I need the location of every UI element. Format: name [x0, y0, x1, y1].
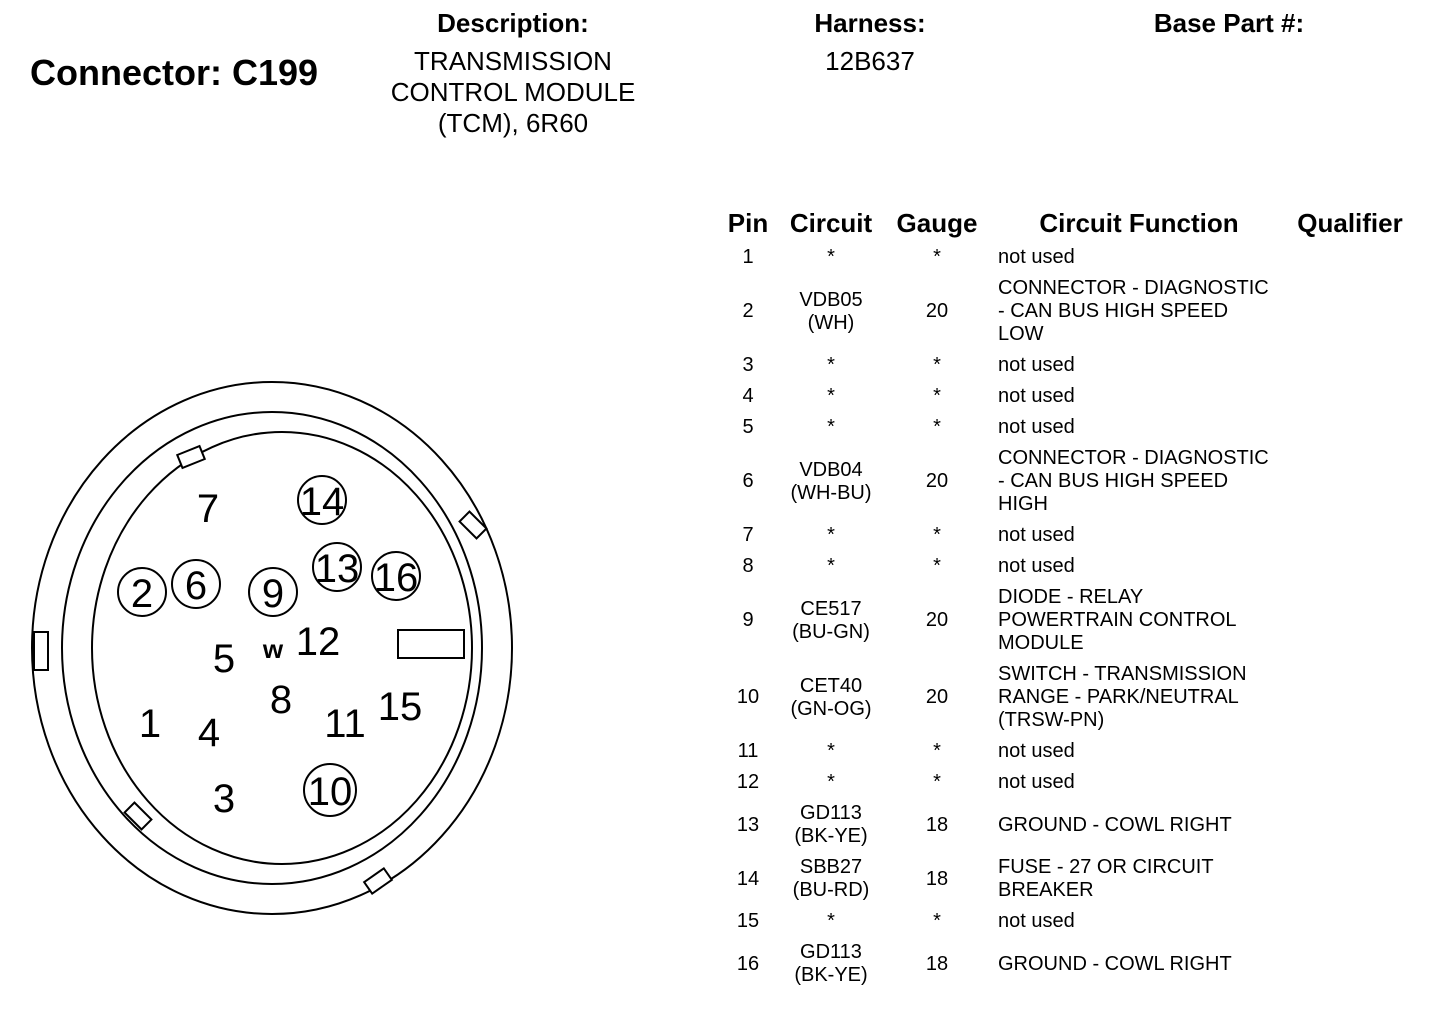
function-cell [988, 551, 1290, 582]
pin-cell: 11 [737, 740, 759, 762]
qualifier-cell [1290, 798, 1410, 852]
function-line: not used [998, 416, 1075, 438]
table-row [720, 242, 1410, 273]
pin-number: 4 [197, 711, 221, 755]
description-line: CONTROL MODULE [390, 77, 636, 107]
description-label: Description: [437, 8, 589, 38]
qualifier-cell [1290, 520, 1410, 551]
gauge-cell: * [933, 740, 941, 762]
function-line: HIGH [998, 493, 1048, 515]
table-row [720, 551, 1410, 582]
circuit-cell [776, 443, 886, 520]
table-row [720, 798, 1410, 852]
function-line: GROUND - COWL RIGHT [998, 813, 1232, 836]
pin-number: 7 [196, 487, 220, 531]
circuit-line: CE517 [800, 597, 862, 620]
circuit-cell [776, 736, 886, 767]
function-cell [988, 350, 1290, 381]
table-row [720, 659, 1410, 736]
locking-tab [398, 630, 464, 658]
function-cell [988, 381, 1290, 412]
pin-cell: 14 [736, 867, 760, 890]
function-cell [988, 582, 1290, 659]
function-line: MODULE [998, 632, 1084, 654]
gauge-cell: 20 [925, 470, 949, 492]
circuit-cell [776, 582, 886, 659]
gauge-cell: * [933, 555, 941, 577]
table-row [720, 520, 1410, 551]
pin-number: 12 [295, 620, 341, 664]
gauge-cell: * [933, 416, 941, 438]
function-cell [988, 937, 1290, 991]
qualifier-cell [1290, 273, 1410, 350]
circuit-line: VDB04 [799, 458, 863, 481]
function-line: RANGE - PARK/NEUTRAL [998, 686, 1239, 708]
circuit-line: CET40 [799, 674, 863, 697]
pin-number: 3 [212, 777, 236, 821]
function-cell [988, 242, 1290, 273]
function-column-header: Circuit Function [1039, 207, 1239, 238]
harness-label: Harness: [814, 8, 926, 38]
function-line: SWITCH - TRANSMISSION [998, 663, 1247, 685]
function-cell [988, 852, 1290, 906]
circuit-line: * [827, 555, 835, 577]
function-line: not used [998, 354, 1075, 376]
qualifier-cell [1290, 412, 1410, 443]
pin-cell: 1 [742, 246, 754, 268]
connector-face-diagram [0, 380, 560, 940]
pin-number: 10 [307, 770, 353, 814]
function-line: GROUND - COWL RIGHT [998, 952, 1232, 975]
table-row [720, 767, 1410, 798]
table-row [720, 906, 1410, 937]
pin-cell: 10 [736, 686, 760, 708]
function-line: DIODE - RELAY [998, 586, 1144, 608]
function-line: BREAKER [998, 879, 1094, 901]
circuit-cell [776, 906, 886, 937]
table-row [720, 852, 1410, 906]
pin-cell: 16 [736, 952, 760, 975]
circuit-line: (BU-RD) [792, 879, 870, 901]
circuit-cell [776, 412, 886, 443]
description-line: TRANSMISSION [414, 46, 612, 76]
circuit-line: VDB05 [799, 288, 863, 311]
function-line: not used [998, 524, 1075, 546]
circuit-line: (GN-OG) [790, 697, 872, 720]
circuit-line: (BU-GN) [792, 620, 870, 643]
table-row [720, 273, 1410, 350]
circuit-line: * [827, 416, 835, 438]
qualifier-cell [1290, 443, 1410, 520]
circuit-line: (WH-BU) [790, 481, 872, 504]
description-value [352, 46, 674, 139]
gauge-cell: 20 [925, 300, 949, 322]
connector-title: Connector: C199 [30, 52, 319, 93]
function-line: not used [998, 246, 1075, 268]
circuit-cell [776, 551, 886, 582]
pin-cell: 13 [736, 813, 760, 836]
function-line: CONNECTOR - DIAGNOSTIC [998, 277, 1269, 299]
pin-number: 16 [373, 556, 419, 600]
function-cell [988, 767, 1290, 798]
function-cell [988, 736, 1290, 767]
qualifier-cell [1290, 767, 1410, 798]
function-line: CONNECTOR - DIAGNOSTIC [998, 447, 1269, 469]
circuit-cell [776, 659, 886, 736]
circuit-line: * [827, 524, 835, 546]
circuit-cell [776, 937, 886, 991]
qualifier-cell [1290, 582, 1410, 659]
pin-cell: 8 [742, 555, 754, 577]
gauge-cell: * [933, 354, 941, 376]
qualifier-cell [1290, 350, 1410, 381]
function-cell [988, 520, 1290, 551]
function-cell [988, 443, 1290, 520]
locking-tab [34, 632, 48, 670]
qualifier-cell [1290, 852, 1410, 906]
function-line: - CAN BUS HIGH SPEED [998, 470, 1229, 492]
qualifier-cell [1290, 242, 1410, 273]
gauge-cell: * [933, 524, 941, 546]
pin-table [720, 204, 1410, 991]
circuit-line: GD113 [800, 941, 862, 963]
circuit-column-header: Circuit [789, 207, 873, 238]
pin-cell: 15 [736, 910, 760, 932]
function-line: POWERTRAIN CONTROL [998, 609, 1237, 631]
function-cell [988, 412, 1290, 443]
circuit-cell [776, 350, 886, 381]
function-line: not used [998, 910, 1075, 932]
qualifier-cell [1290, 906, 1410, 937]
gauge-cell: 18 [925, 952, 949, 975]
function-line: not used [998, 740, 1075, 762]
function-line: FUSE - 27 OR CIRCUIT [998, 856, 1214, 878]
circuit-cell [776, 242, 886, 273]
circuit-line: * [827, 771, 835, 793]
function-line: (TRSW-PN) [998, 709, 1105, 731]
circuit-cell [776, 852, 886, 906]
gauge-cell: 20 [925, 609, 949, 631]
locking-tab [364, 868, 392, 893]
pin-number: 11 [324, 702, 366, 746]
gauge-cell: 18 [925, 813, 949, 836]
locking-tab [125, 803, 152, 830]
description-line: (TCM), 6R60 [437, 108, 589, 138]
circuit-cell [776, 520, 886, 551]
qualifier-cell [1290, 381, 1410, 412]
gauge-cell: * [933, 246, 941, 268]
pin-number: 8 [269, 678, 293, 722]
pin-cell: 7 [742, 524, 754, 546]
pin-cell: 6 [742, 470, 754, 492]
polarization-key-mark: w [262, 634, 284, 664]
pin-number: 13 [314, 547, 360, 591]
circuit-line: GD113 [800, 802, 862, 824]
function-cell [988, 798, 1290, 852]
table-row [720, 381, 1410, 412]
pin-number: 6 [184, 564, 208, 608]
qualifier-column-header: Qualifier [1297, 207, 1403, 238]
circuit-cell [776, 273, 886, 350]
function-cell [988, 659, 1290, 736]
function-line: LOW [998, 323, 1044, 345]
table-row [720, 350, 1410, 381]
qualifier-cell [1290, 736, 1410, 767]
circuit-line: * [827, 246, 835, 268]
gauge-cell: * [933, 385, 941, 407]
table-header-row [720, 204, 1410, 242]
qualifier-cell [1290, 659, 1410, 736]
pin-number: 15 [377, 685, 423, 729]
circuit-line: (BK-YE) [794, 964, 868, 986]
gauge-cell: 20 [925, 686, 949, 708]
circuit-cell [776, 767, 886, 798]
pin-number: 1 [138, 702, 162, 746]
pin-number: 9 [261, 572, 285, 616]
locking-tab [177, 446, 204, 468]
locking-tab [460, 512, 487, 539]
table-row [720, 443, 1410, 520]
function-line: not used [998, 385, 1075, 407]
table-row [720, 937, 1410, 991]
pin-number: 2 [130, 572, 154, 616]
gauge-cell: * [933, 910, 941, 932]
table-row [720, 582, 1410, 659]
pin-cell: 9 [742, 609, 754, 631]
gauge-column-header: Gauge [896, 207, 978, 238]
circuit-cell [776, 381, 886, 412]
circuit-line: * [827, 385, 835, 407]
circuit-cell [776, 798, 886, 852]
table-row [720, 736, 1410, 767]
gauge-cell: * [933, 771, 941, 793]
pin-cell: 3 [742, 354, 754, 376]
function-line: not used [998, 771, 1075, 793]
circuit-line: * [827, 354, 835, 376]
harness-value: 12B637 [825, 46, 915, 76]
gauge-cell: 18 [925, 867, 949, 890]
pin-number: 14 [299, 480, 345, 524]
pin-number: 5 [212, 637, 236, 681]
circuit-line: (WH) [807, 311, 855, 334]
pin-cell: 4 [742, 385, 754, 407]
pin-column-header: Pin [727, 207, 769, 238]
pin-cell: 2 [742, 300, 754, 322]
circuit-line: SBB27 [799, 856, 863, 878]
qualifier-cell [1290, 937, 1410, 991]
table-row [720, 412, 1410, 443]
qualifier-cell [1290, 551, 1410, 582]
function-cell [988, 273, 1290, 350]
base-part-label: Base Part #: [1153, 8, 1305, 38]
circuit-line: (BK-YE) [794, 825, 868, 847]
function-cell [988, 906, 1290, 937]
circuit-line: * [827, 740, 835, 762]
function-line: not used [998, 555, 1075, 577]
function-line: - CAN BUS HIGH SPEED [998, 300, 1229, 322]
pin-cell: 12 [736, 771, 760, 793]
pin-cell: 5 [742, 416, 754, 438]
circuit-line: * [827, 910, 835, 932]
